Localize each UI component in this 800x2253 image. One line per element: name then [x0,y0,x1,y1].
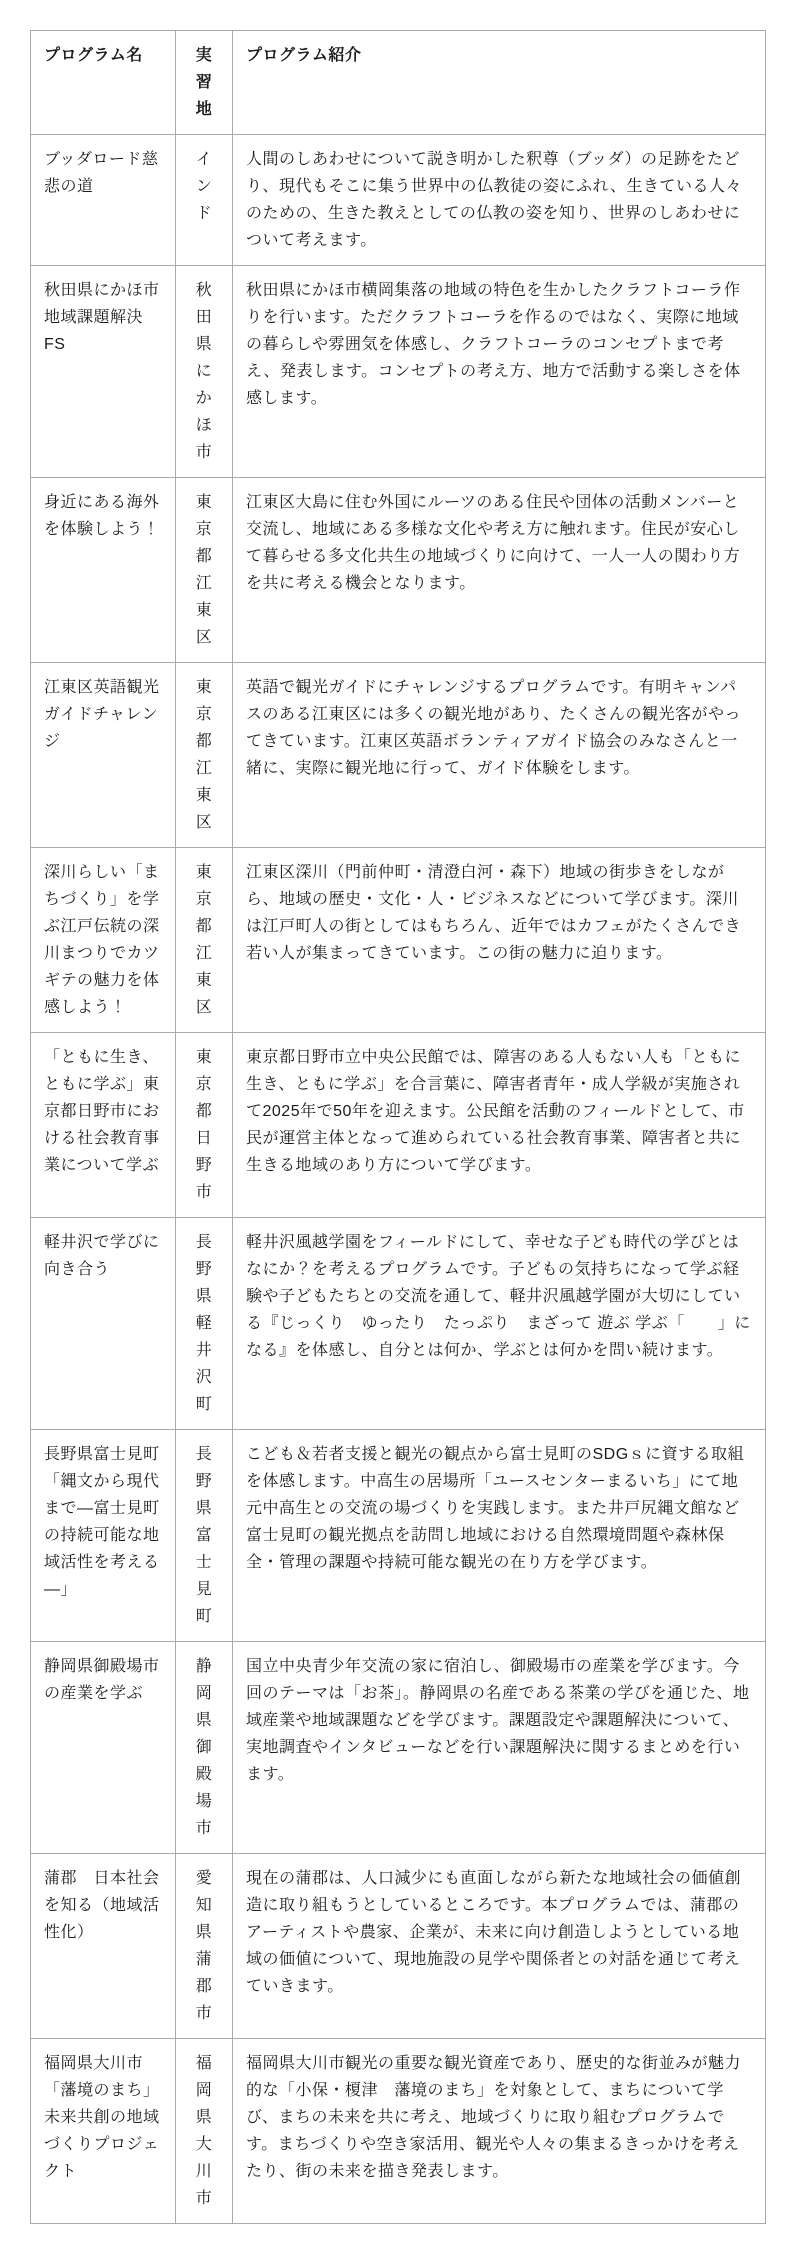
description-cell: 江東区大島に住む外国にルーツのある住民や団体の活動メンバーと交流し、地域にある多様な文化や考え方に触れます。住民が安心して暮らせる多文化共生の地域づくりに向けて、一人一人の関わり方を共に考える機会となります。 [233,478,766,663]
description-cell: 東京都日野市立中央公民館では、障害のある人もない人も「ともに生き、ともに学ぶ」を合言葉に、障害者青年・成人学級が実施されて2025年で50年を迎えます。公民館を活動のフィールドとして、市民が運営主体となって進められている社会教育事業、障害者と共に生きる地域のあり方について学びます。 [233,1033,766,1218]
program-name-cell: 福岡県大川市「藩境のまち」未来共創の地域づくりプロジェクト [31,2039,176,2224]
location-text: 長野県軽井沢町 [195,1234,213,1413]
header-location-label: 実習地 [195,47,213,118]
location-text: 静岡県御殿場市 [195,1658,213,1837]
table-row [31,1642,766,1854]
table-row [31,266,766,478]
program-name-cell: 静岡県御殿場市の産業を学ぶ [31,1642,176,1854]
location-cell [176,1430,233,1642]
location-text: 東京都江東区 [195,679,213,831]
program-name-cell: 深川らしい「まちづくり」を学ぶ江戸伝統の深川まつりでカツギテの魅力を体感しよう！ [31,848,176,1033]
program-name-cell: 江東区英語観光ガイドチャレンジ [31,663,176,848]
location-cell [176,135,233,266]
program-name-cell: 蒲郡 日本社会を知る（地域活性化） [31,1854,176,2039]
location-cell [176,478,233,663]
table-row [31,1218,766,1430]
table-row [31,478,766,663]
programs-table [30,30,766,2224]
program-name-cell: 身近にある海外を体験しよう！ [31,478,176,663]
location-text: 福岡県大川市 [195,2055,213,2207]
location-text: インド [195,151,213,222]
location-cell [176,1642,233,1854]
description-cell: 軽井沢風越学園をフィールドにして、幸せな子ども時代の学びとはなにか？を考えるプログラムです。子どもの気持ちになって学ぶ経験や子どもたちとの交流を通して、軽井沢風越学園が大切にしている『じっくり ゆったり たっぷり まざって 遊ぶ 学ぶ「 」になる』を体感し、自分とは何か、学ぶとは何かを問い続けます。 [233,1218,766,1430]
location-cell [176,1033,233,1218]
program-name-cell: 秋田県にかほ市地域課題解決FS [31,266,176,478]
location-text: 東京都日野市 [195,1049,213,1201]
table-body [31,135,766,2224]
location-cell [176,266,233,478]
description-cell: 英語で観光ガイドにチャレンジするプログラムです。有明キャンパスのある江東区には多くの観光地があり、たくさんの観光客がやってきています。江東区英語ボランティアガイド協会のみなさんと一緒に、実際に観光地に行って、ガイド体験をします。 [233,663,766,848]
table-row [31,663,766,848]
table-header [31,31,766,135]
description-cell: 秋田県にかほ市横岡集落の地域の特色を生かしたクラフトコーラ作りを行います。ただクラフトコーラを作るのではなく、実際に地域の暮らしや雰囲気を体感し、クラフトコーラのコンセプトまで考え、発表します。コンセプトの考え方、地方で活動する楽しさを体感します。 [233,266,766,478]
table-row [31,1854,766,2039]
program-name-cell: ブッダロード慈悲の道 [31,135,176,266]
header-program-name: プログラム名 [31,31,176,135]
program-name-cell: 長野県富士見町「縄文から現代まで―富士見町の持続可能な地域活性を考える―」 [31,1430,176,1642]
location-text: 愛知県蒲郡市 [195,1870,213,2022]
header-program-intro: プログラム紹介 [233,31,766,135]
description-cell: 現在の蒲郡は、人口減少にも直面しながら新たな地域社会の価値創造に取り組もうとしているところです。本プログラムでは、蒲郡のアーティストや農家、企業が、未来に向け創造しようとしている地域の価値について、現地施設の見学や関係者との対話を通じて考えていきます。 [233,1854,766,2039]
description-cell: 福岡県大川市観光の重要な観光資産であり、歴史的な街並みが魅力的な「小保・榎津 藩境のまち」を対象として、まちについて学び、まちの未来を共に考え、地域づくりに取り組むプログラムです。まちづくりや空き家活用、観光や人々の集まるきっかけを考えたり、街の未来を描き発表します。 [233,2039,766,2224]
description-cell: 江東区深川（門前仲町・清澄白河・森下）地域の街歩きをしながら、地域の歴史・文化・人・ビジネスなどについて学びます。深川は江戸町人の街としてはもちろん、近年ではカフェがたくさんでき若い人が集まってきています。この街の魅力に迫ります。 [233,848,766,1033]
location-text: 秋田県にかほ市 [195,282,213,461]
table-row [31,1430,766,1642]
location-text: 東京都江東区 [195,864,213,1016]
location-cell [176,2039,233,2224]
location-text: 東京都江東区 [195,494,213,646]
location-cell [176,1854,233,2039]
table-row [31,848,766,1033]
program-name-cell: 軽井沢で学びに向き合う [31,1218,176,1430]
description-cell: 人間のしあわせについて説き明かした釈尊（ブッダ）の足跡をたどり、現代もそこに集う世界中の仏教徒の姿にふれ、生きている人々のための、生きた教えとしての仏教の姿を知り、世界のしあわせについて考えます。 [233,135,766,266]
table-row [31,2039,766,2224]
header-row [31,31,766,135]
description-cell: こども＆若者支援と観光の観点から富士見町のSDGｓに資する取組を体感します。中高生の居場所「ユースセンターまるいち」にて地元中高生との交流の場づくりを実践します。また井戸尻縄文館など富士見町の観光拠点を訪問し地域における自然環境問題や森林保全・管理の課題や持続可能な観光の在り方を学びます。 [233,1430,766,1642]
header-location [176,31,233,135]
location-cell [176,663,233,848]
description-cell: 国立中央青少年交流の家に宿泊し、御殿場市の産業を学びます。今回のテーマは「お茶」。静岡県の名産である茶業の学びを通じた、地域産業や地域課題などを学びます。課題設定や課題解決について、実地調査やインタビューなどを行い課題解決に関するまとめを行います。 [233,1642,766,1854]
table-row [31,135,766,266]
location-cell [176,848,233,1033]
table-row [31,1033,766,1218]
program-name-cell: 「ともに生き、ともに学ぶ」東京都日野市における社会教育事業について学ぶ [31,1033,176,1218]
location-text: 長野県富士見町 [195,1446,213,1625]
location-cell [176,1218,233,1430]
